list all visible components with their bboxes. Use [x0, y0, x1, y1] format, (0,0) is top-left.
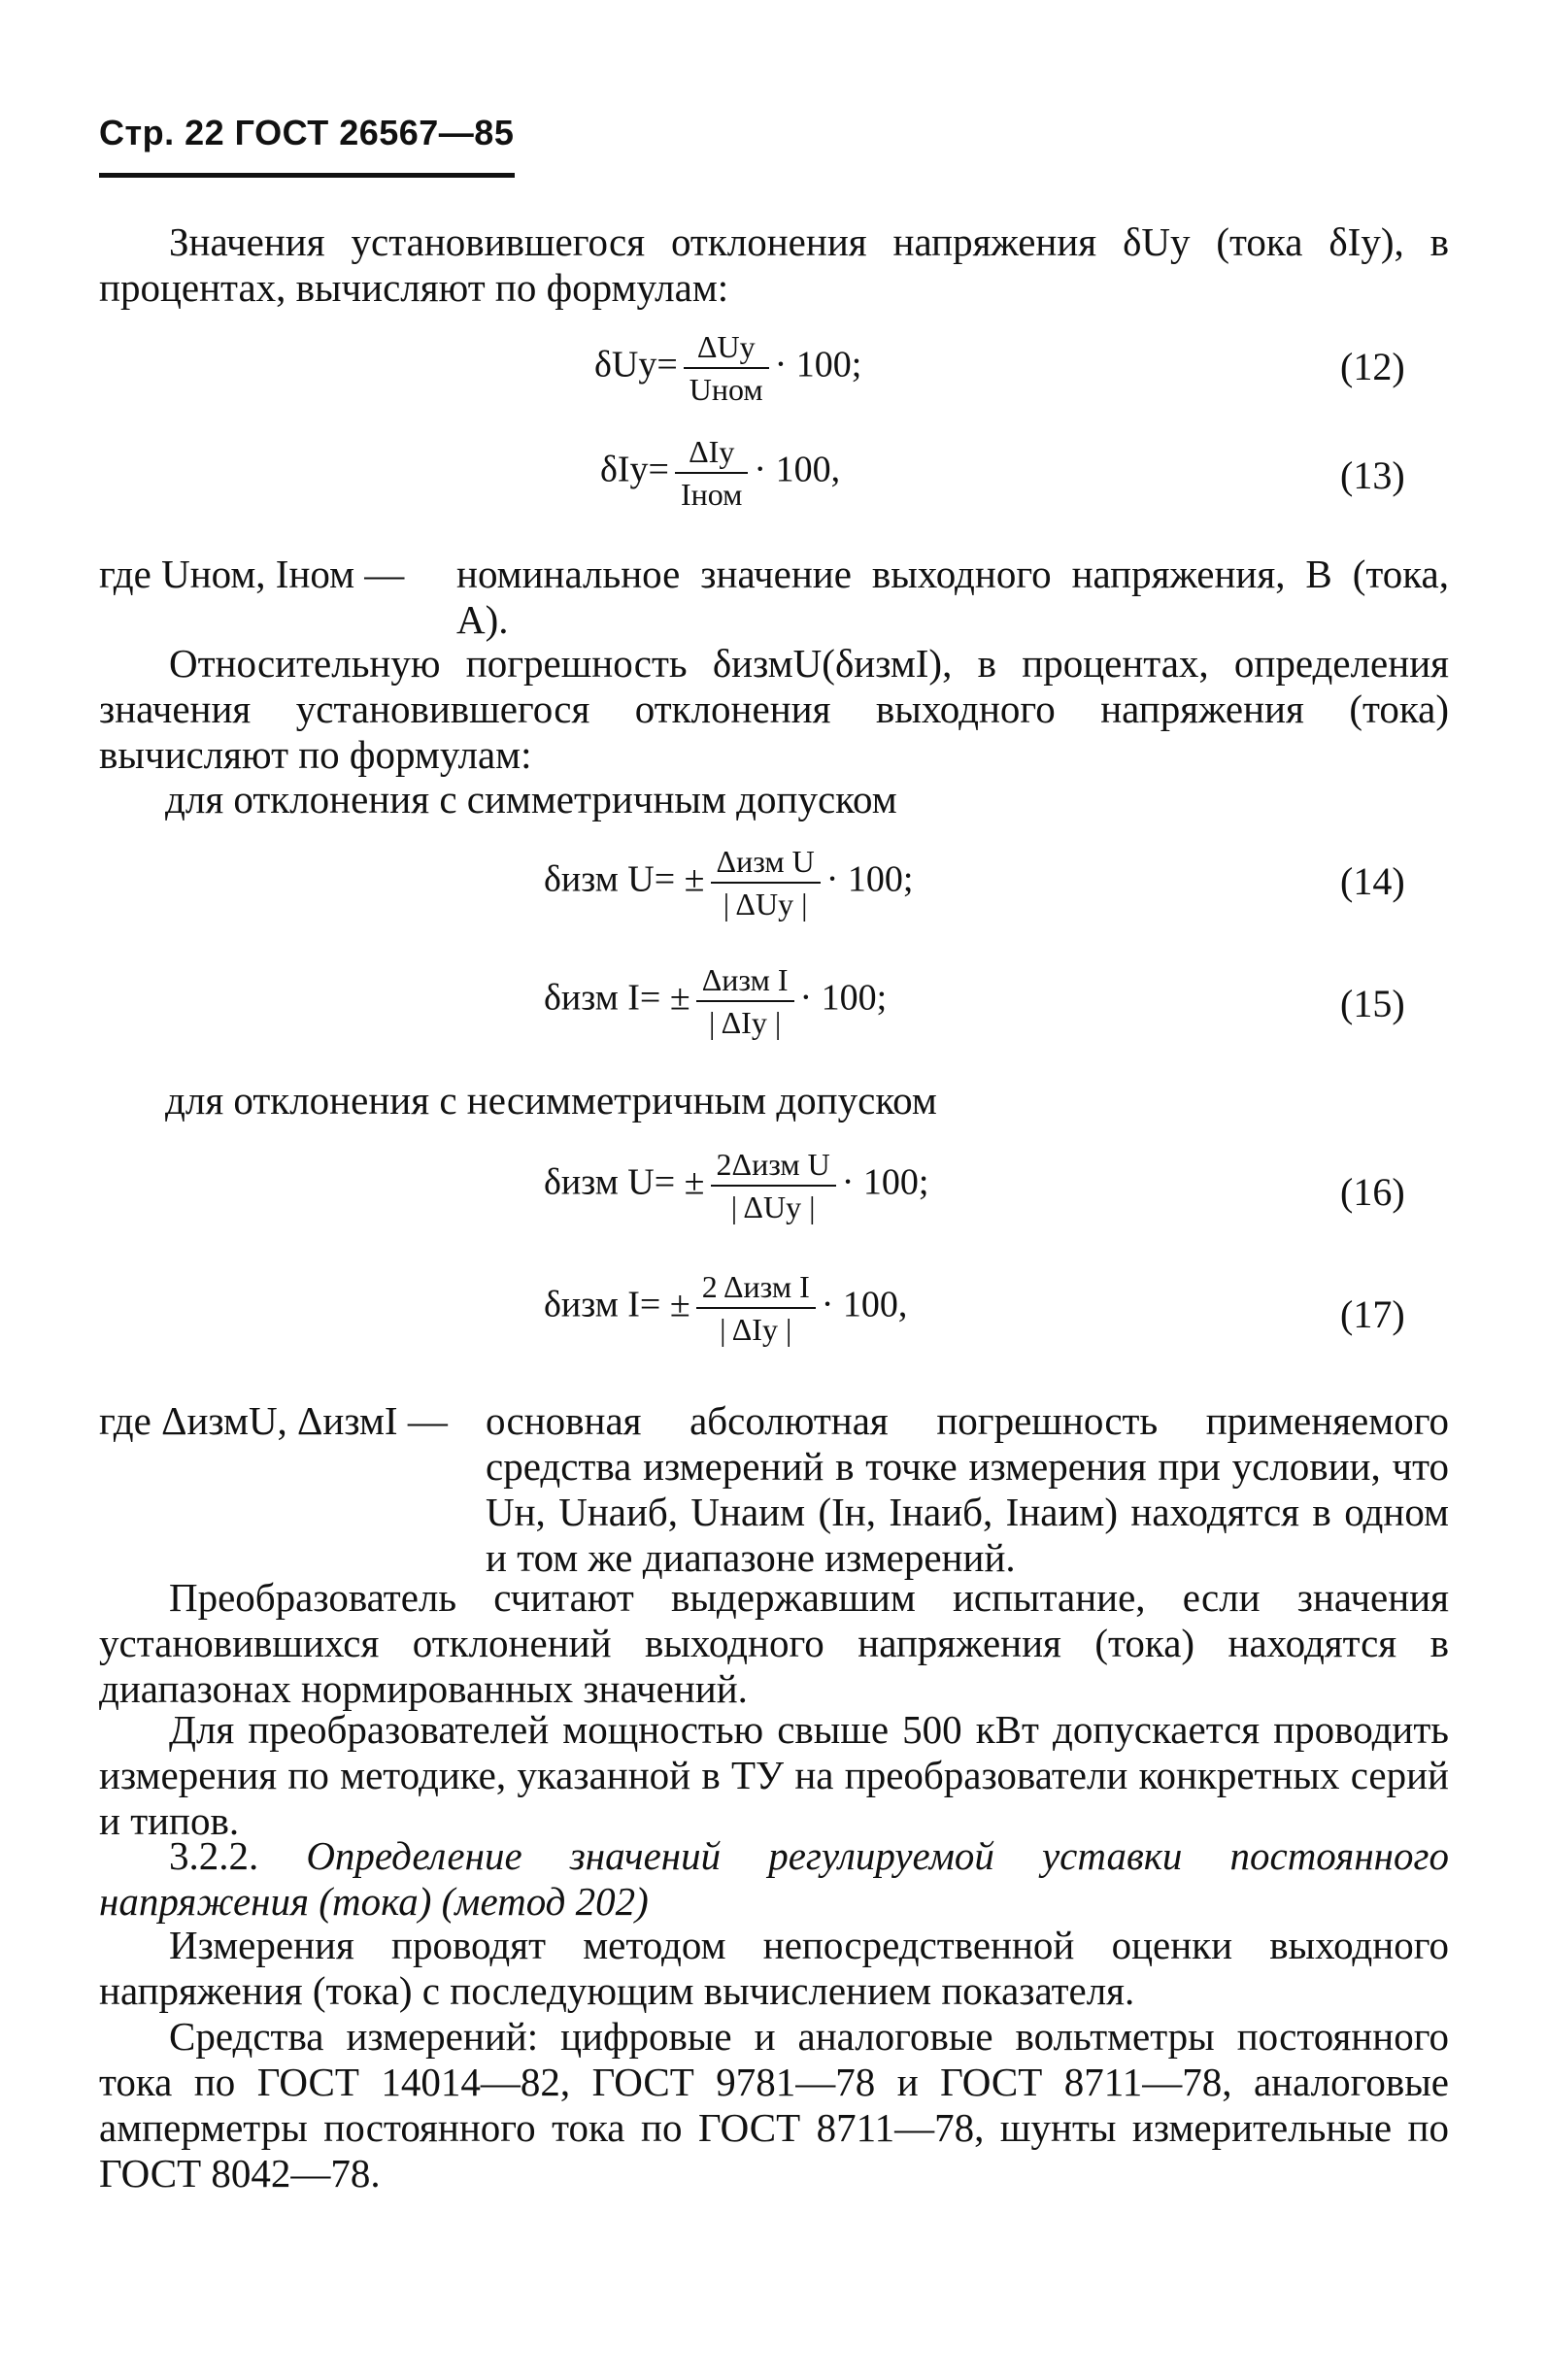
instruments-paragraph: Средства измерений: цифровые и аналоговые вольтметры постоянного тока по ГОСТ 14014—82, ГОСТ 9781—78 и ГОСТ 8711—78, аналоговые амперметры постоянного тока по ГОСТ 8711—78, шунты измерительные по ГОСТ 8042—78.: [99, 2014, 1449, 2196]
where-text-2: основная абсолютная погрешность применяемого средства измерений в точке измерения при условии, что Uн, Uнаиб, Uнаим (Iн, Iнаиб, Iнаим) находятся в одном и том же диапазоне измерений.: [486, 1398, 1449, 1580]
formula-lhs: δIу=: [600, 449, 669, 490]
formula-denominator: | ΔIу |: [708, 1005, 782, 1040]
header-rule: [99, 173, 515, 178]
formula-tail: · 100;: [799, 977, 888, 1019]
formula-numerator: ΔIу: [675, 433, 748, 474]
formula-denominator: Iном: [681, 477, 743, 512]
equation-number-12: (12): [1340, 345, 1405, 388]
formula-tail: · 100;: [841, 1161, 929, 1203]
formula-12: [594, 328, 861, 408]
measurement-paragraph: Измерения проводят методом непосредственной оценки выходного напряжения (тока) с последующим вычислением показателя.: [99, 1923, 1449, 2013]
formula-fraction: [684, 328, 769, 408]
equation-number-13: (13): [1340, 453, 1405, 497]
formula-tail: · 100,: [754, 449, 841, 490]
equation-number-14: (14): [1340, 859, 1405, 903]
formula-fraction: [711, 1146, 836, 1225]
equation-number-17: (17): [1340, 1292, 1405, 1336]
conclusion-paragraph: Преобразователь считают выдержавшим испытание, если значения установившихся отклонений выходного напряжения (тока) находятся в диапазонах нормированных значений.: [99, 1575, 1449, 1711]
formula-lhs: δизм U= ±: [544, 1161, 705, 1203]
formula-lhs: δизм U= ±: [544, 858, 705, 900]
section-title: Определение значений регулируемой уставки постоянного напряжения (тока) (метод 202): [99, 1833, 1449, 1924]
page-header: Стр. 22 ГОСТ 26567—85: [99, 113, 515, 152]
intro-paragraph: Значения установившегося отклонения напряжения δUу (тока δIу), в процентах, вычисляют по формулам:: [99, 219, 1449, 310]
asymmetric-label: для отклонения с несимметричным допуском: [165, 1078, 937, 1123]
formula-tail: · 100;: [774, 344, 862, 385]
formula-numerator: Δизм U: [711, 843, 821, 884]
relative-error-paragraph: Относительную погрешность δизмU(δизмI), в процентах, определения значения установившегося отклонения выходного напряжения (тока) вычисляют по формулам:: [99, 641, 1449, 777]
where-label-2: где ΔизмU, ΔизмI —: [99, 1398, 448, 1443]
formula-lhs: δизм I= ±: [544, 977, 690, 1019]
formula-denominator: Uном: [689, 372, 763, 407]
formula-denominator: | ΔUу |: [723, 887, 808, 922]
formula-fraction: [696, 961, 794, 1041]
formula-13: [600, 433, 840, 513]
formula-lhs: δизм I= ±: [544, 1284, 690, 1325]
formula-numerator: 2 Δизм I: [696, 1268, 816, 1309]
formula-15: [544, 961, 887, 1041]
formula-17: [544, 1268, 907, 1348]
formula-denominator: | ΔIу |: [720, 1312, 792, 1347]
section-heading: [99, 1833, 1449, 1925]
formula-numerator: 2Δизм U: [711, 1146, 836, 1187]
formula-numerator: ΔUу: [684, 328, 769, 369]
where-text-1: номинальное значение выходного напряжения, В (тока, А).: [456, 552, 1449, 642]
section-number: 3.2.2.: [169, 1833, 259, 1878]
equation-number-15: (15): [1340, 982, 1405, 1025]
formula-numerator: Δизм I: [696, 961, 794, 1002]
power-note-paragraph: Для преобразователей мощностью свыше 500 кВт допускается проводить измерения по методике, указанной в ТУ на преобразователи конкретных серий и типов.: [99, 1707, 1449, 1843]
formula-tail: · 100;: [825, 858, 914, 900]
equation-number-16: (16): [1340, 1170, 1405, 1214]
formula-fraction: [711, 843, 821, 922]
formula-fraction: [675, 433, 748, 513]
formula-fraction: [696, 1268, 816, 1348]
formula-denominator: | ΔUу |: [730, 1190, 816, 1224]
formula-14: [544, 843, 913, 922]
symmetric-label: для отклонения с симметричным допуском: [165, 777, 897, 821]
formula-lhs: δUу=: [594, 344, 678, 385]
formula-16: [544, 1146, 928, 1225]
where-label-1: где Uном, Iном —: [99, 552, 405, 596]
formula-tail: · 100,: [821, 1284, 908, 1325]
